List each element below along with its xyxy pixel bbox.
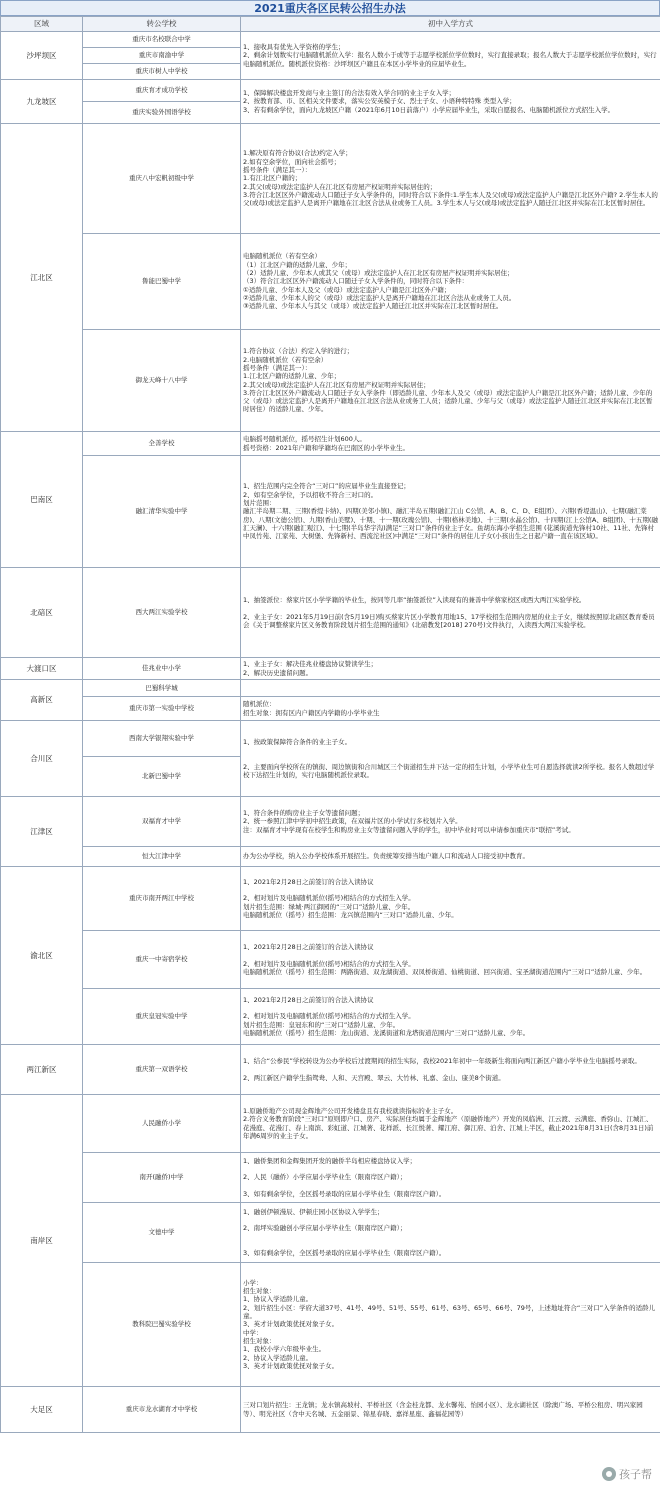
method-cell: 1、业主子女：解决佳兆业楼盘协议赞读学生； 2、解决历史遗留问题。	[241, 658, 660, 680]
method-cell: 1、抽签派位：蔡家片区小学学籍的毕业生，按同等几率“抽签派位”入读现有的兼善中学蔡家校区或西大两江实验学校。 2、业主子女：2021年5月19日前(含5月19日)购买蔡家片区小学教育用地15、17学校招生范围内房屋的业主子女，继续按照原北碚区教育委员会《关于调整蔡家片区义务教育阶段划片招生范围的通知》(北碚教发[2018] 270号)文件执行，入读西大两江实验学校。	[241, 568, 660, 658]
method-cell: 1、融创伊顿漫辰、伊顿庄园小区协议入学学生； 2、南坪实验融创小学应届小学毕业生（限南岸区户籍）； 3、如有剩余学位，全区摇号录取的应届小学毕业生（限南岸区户籍）。	[241, 1203, 660, 1263]
table-row	[1, 1095, 660, 1153]
school-cell: 巴蜀科学城	[83, 680, 241, 697]
method-cell: 1、2021年2月28日之前签订的合法入读协议 2、相对划片及电脑随机派位(摇号)相结合的方式招生入学。 划片招生范围：绿城·两江御园的“三对口”适龄儿童、少年。 电脑随机派位（摇号）招生范围：龙兴镇范围内“三对口”适龄儿童、少年。	[241, 867, 660, 931]
school-cell: 鲁能巴蜀中学	[83, 234, 241, 330]
school-cell: 人民融侨小学	[83, 1095, 241, 1153]
method-cell: 办为公办学校，纳入公办学校体系开展招生。负责统筹安排当地户籍人口和流动人口接受初中教育。	[241, 847, 660, 867]
school-cell: 双福育才中学	[83, 797, 241, 847]
school-cell: 重庆八中宏帆初级中学	[83, 124, 241, 234]
table-row	[1, 568, 660, 658]
admission-table	[0, 16, 660, 1433]
table-row	[1, 931, 660, 989]
table-row	[1, 989, 660, 1045]
table-body	[1, 32, 660, 1433]
table-row	[1, 797, 660, 847]
school-cell: 重庆皇冠实验中学	[83, 989, 241, 1045]
header-method: 初中入学方式	[241, 17, 660, 32]
region-cell: 两江新区	[1, 1045, 83, 1095]
school-cell: 融汇清华实验中学	[83, 456, 241, 568]
table-row	[1, 697, 660, 721]
school-cell: 重庆育才成功学校	[83, 80, 241, 102]
table-row	[1, 1263, 660, 1387]
table-row	[1, 80, 660, 102]
school-cell: 重庆一中寄宿学校	[83, 931, 241, 989]
header-region: 区域	[1, 17, 83, 32]
table-row	[1, 432, 660, 456]
region-cell: 沙坪坝区	[1, 32, 83, 80]
table-row	[1, 680, 660, 697]
watermark-text: 孩子帮	[619, 1468, 652, 1481]
region-cell: 大渡口区	[1, 658, 83, 680]
school-cell: 御龙天峰十八中学	[83, 330, 241, 432]
table-row	[1, 1203, 660, 1263]
method-cell: 1.符合协议（合法）约定入学的进行； 2.电脑随机派位（若有空余） 摇号条件（满足其一）： 1.江北区户籍的适龄儿童、少年； 2.其父(或母)或法定监护人在江北区有房屋产权证明并实际居住； 3.符合江北区区外户籍流动人口随迁子女入学条件（即适龄儿童、少年本人及父（或母）或法定监护人户籍是江北区外户籍；适龄儿童、少年的父（或母）或法定监护人是离开户籍地在江北区合法从业或务工人员；适龄儿童、少年与父（或母）或法定监护人随迁江北区并实际在江北区暂时居住）的适龄儿童、少年。	[241, 330, 660, 432]
school-cell: 重庆第一双语学校	[83, 1045, 241, 1095]
region-cell: 大足区	[1, 1387, 83, 1433]
method-cell: 1、接收具有优先入学资格的学生； 2、剩余计划数实行电脑随机派位入学：报名人数小于或等于志愿学校派位学位数时，实行直接录取；报名人数大于志愿学校派位学位数时，实行电脑随机派位。随机派位资格：沙坪坝区户籍且在本区小学毕业的应届毕业生。	[241, 32, 660, 80]
method-cell: 三对口划片招生：王龙镇；龙水镇高坡村、平桥社区（含金桂龙都、龙水馨苑、怡园小区）、龙水湖社区（除澳广场、平桥公租房、明兴家园等）、明光社区（含中天名城、五金丽景、锦星春晓、嘉祥星座、鑫福花园等）	[241, 1387, 660, 1433]
school-cell: 重庆市南开两江中学校	[83, 867, 241, 931]
school-cell: 重庆市第一实验中学校	[83, 697, 241, 721]
school-cell: 重庆市树人中学校	[83, 64, 241, 80]
school-cell: 南开(融侨)中学	[83, 1153, 241, 1203]
method-cell	[241, 680, 660, 697]
school-cell: 西大两江实验学校	[83, 568, 241, 658]
method-cell: 1、融侨集团和金辉集团开发的融侨半岛相应楼盘协议入学； 2、人民（融侨）小学应届小学毕业生（限南岸区户籍）； 3、如有剩余学位，全区摇号录取的应届小学毕业生（限南岸区户籍）。	[241, 1153, 660, 1203]
header-school: 转公学校	[83, 17, 241, 32]
region-cell: 巴南区	[1, 432, 83, 568]
school-cell: 全善学校	[83, 432, 241, 456]
method-cell: 电脑摇号随机派位，摇号招生计划600人。 摇号资格：2021年户籍和学籍均在巴南区的小学毕业生。	[241, 432, 660, 456]
table-row	[1, 721, 660, 757]
method-cell: 小学： 招生对象： 1、协议入学适龄儿童。 2、划片招生小区：学府大道37号、41号、49号、51号、55号、61号、63号、65号、66号、79号，上述地址符合“三对口”入学条件的适龄儿童。 3、英才计划政策优抚对象子女。 中学： 招生对象： 1、我校小学六年级毕业生。 2、协议入学适龄儿童。 3、英才计划政策优抚对象子女。	[241, 1263, 660, 1387]
region-cell: 北碚区	[1, 568, 83, 658]
method-cell: 1.解决原有符合协议(合法)约定入学； 2.如有空余学位，面向社会摇号； 摇号条件（满足其一）： 1.有江北区户籍的； 2.其父(或母)或法定监护人在江北区有房屋产权证明并实际居住的； 3.符合江北区区外户籍流动人口随迁子女入学条件的，同时符合以下条件:1.学生本人及父(或母)或法定监护人户籍是江北区外户籍? 2.学生本人的父(或母)或法定监护人是离开户籍地在江北区合法从业或务工人员。3.学生本人与父(或母)或法定监护人随迁江北区并实际在江北区暂时居住。	[241, 124, 660, 234]
table-row	[1, 658, 660, 680]
table-row	[1, 867, 660, 931]
region-cell: 高新区	[1, 680, 83, 721]
school-cell: 重庆实验外国语学校	[83, 102, 241, 124]
school-cell: 重庆市南渝中学	[83, 48, 241, 64]
wechat-icon	[602, 1467, 616, 1481]
method-cell: 1.原融侨地产公司现金辉地产公司开发楼盘且有我校就读指标的业主子女。 2.符合义务教育阶段“三对口”原则即户口、房产、实际居住均属于金辉地产（原融侨地产）开发的凤临洲、江云渡、云满庭、香弥山、江城汇、花漫庭、花漫汀、春上南滨、彩虹道、江城著、花样派、长江悦著、耀江府、御江府、泊舍、江城上半区，截止2021年8月31日(含8月31日)前年满6周岁的业主子女。	[241, 1095, 660, 1153]
table-row	[1, 1387, 660, 1433]
region-cell: 合川区	[1, 721, 83, 797]
school-cell: 重庆市龙水湖育才中学校	[83, 1387, 241, 1433]
method-cell: 1、保障解决楼盘开发商与业主签订的合法有效入学合同的业主子女入学； 2、按教育部、市、区相关文件要求，落实公安英模子女、烈士子女、小语种特特殊 类型入学； 3、若有剩余学位，面向九龙坡区户籍（2021年6月10日前落户）小学应届毕业生，采取自愿报名、电脑随机派位方式招生入学。	[241, 80, 660, 124]
school-cell: 佳兆业中小学	[83, 658, 241, 680]
table-row	[1, 1045, 660, 1095]
school-cell: 重庆市名校联合中学	[83, 32, 241, 48]
method-cell: 1、2021年2月28日之前签订的合法入读协议 2、相对划片及电脑随机派位(摇号)相结合的方式招生入学。 电脑随机派位（摇号）招生范围：两路街道、双龙湖街道、双凤桥街道、仙桃街道、回兴街道、宝圣湖街道范围内“三对口”适龄儿童、少年。	[241, 931, 660, 989]
table-row	[1, 456, 660, 568]
region-cell: 渝北区	[1, 867, 83, 1045]
method-cell: 1、符合条件的购房业主子女等遗留问题； 2、统一参照江津中学初中招生政策，在双福片区的小学试行多校划片入学。 注：双福育才中学现有在校学生和购房业主女等遗留问题入学的学生，初中毕业时可以申请参加重庆市“联招”考试。	[241, 797, 660, 847]
school-cell: 恒大江津中学	[83, 847, 241, 867]
method-cell: 电脑随机派位（若有空余） （1）江北区户籍的适龄儿童、少年； （2）适龄儿童、少年本人或其父（或母）或法定监护人在江北区有房屋产权证明并实际居住； （3）符合江北区区外户籍流动人口随迁子女入学条件的，同时符合以下条件： ①适龄儿童、少年本人及父（或母）或法定监护人户籍是江北区外户籍； ②适龄儿童、少年本人的父（或母）或法定监护人是离开户籍地在江北区合法从业或务工人员。 ③适龄儿童、少年本人与其父（或母）或法定监护人随迁江北区并实际在江北区暂时居住。	[241, 234, 660, 330]
table-row	[1, 234, 660, 330]
table-row	[1, 330, 660, 432]
table-header-row	[1, 17, 660, 32]
method-cell: 1、按政策保障符合条件的业主子女。 2、主要面向学校所在的镇街、周边镇街和合川城区三个街道招生并下达一定的招生计划，小学毕业生可自愿选择就读2所学校。报名人数超过学校下达招生计划的，实行电脑随机派位录取。	[241, 721, 660, 797]
region-cell: 江津区	[1, 797, 83, 867]
table-row	[1, 1153, 660, 1203]
method-cell: 1、招生范围内完全符合“三对口”的应届毕业生直接登记； 2、如有空余学位，予以招收不符合三对口的。 划片范围： 融汇半岛期二期、三期(香缇卡纳)、四期(美邻小镇)、融汇半岛五期(融汇江山 C公馆、A、B、C、D、E组团）、六期(香堤温山)、七期(融汇棠房)、八期(文德公馆)、九期(香山美墅)、十期、十一期(玫瑰公馆)、十期(格林美地)、十三期(水晶公馆)、十四期(江上公馆A、B组团)、十五期(融汇天澜)、十六期(融汇观江)、十七期(半岛华宇沟)满足“三对口”条件的业主子女。鱼胡东海小学招生范围 (花溪街道先锋村10社、11社、先锋村中凤竹苑、江家苑、大树堡、先锋新村、西流沱社区)中满足“三对口”条件的居住儿子女(小孩出生之日起户籍一直在该区域)。	[241, 456, 660, 568]
method-cell: 随机派位： 招生对象：拥有区内户籍区内学籍的小学毕业生	[241, 697, 660, 721]
school-cell: 教科院巴蜀实验学校	[83, 1263, 241, 1387]
table-row	[1, 124, 660, 234]
method-cell: 1、结合“公参民”学校转设为公办学校后过渡期间的招生实际，我校2021年初中一年级新生将面向两江新区户籍小学毕业生电脑摇号录取。 2、两江新区户籍学生指鸳鸯、人和、天宫殿、翠云、大竹林、礼嘉、金山、康美8个街道。	[241, 1045, 660, 1095]
method-cell: 1、2021年2月28日之前签订的合法入读协议 2、相对划片及电脑随机派位(摇号)相结合的方式招生入学。 划片招生范围：皇冠东和的“三对口”适龄儿童、少年。 电脑随机派位（摇号）招生范围：龙山街道、龙溪街道和龙塔街道范围内“三对口”适龄儿童、少年。	[241, 989, 660, 1045]
region-cell: 江北区	[1, 124, 83, 432]
school-cell: 北新巴蜀中学	[83, 757, 241, 797]
school-cell: 西南大学银翔实验中学	[83, 721, 241, 757]
table-row	[1, 32, 660, 48]
region-cell: 南岸区	[1, 1095, 83, 1387]
document-title: 2021重庆各区民转公招生办法	[0, 0, 660, 16]
watermark	[602, 1466, 652, 1482]
table-row	[1, 847, 660, 867]
school-cell: 文德中学	[83, 1203, 241, 1263]
region-cell: 九龙坡区	[1, 80, 83, 124]
